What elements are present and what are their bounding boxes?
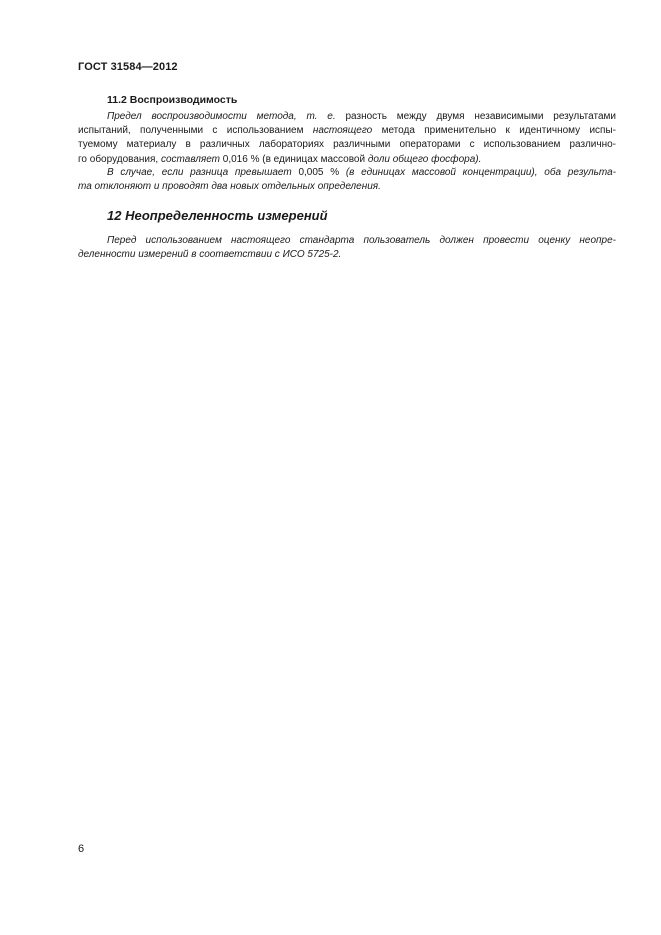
uncertainty-paragraph [78,234,616,262]
subsection-title: 11.2 Воспроизводимость [107,94,238,106]
text-line [78,110,616,124]
text-span: Предел воспроизводимости метода, т. е. [107,111,336,122]
text-line [78,166,616,180]
text-span: В случае, если разница превышает [107,167,292,178]
text-span: настоящего [312,125,373,137]
text-line: деленности измерений в соответствии с ИСО 5725-2. [78,249,342,261]
text-span: го оборудования, [78,153,161,165]
text-line: туемому материалу в различных лабораториях различными операторами с использованием различно- [78,139,616,151]
text-span: 0,016 % (в единицах массовой [219,153,368,165]
text-line: та отклоняют и проводят два новых отдельных определения. [78,181,381,193]
text-span: составляет [160,153,220,165]
text-span: (в единицах массовой концентрации), оба результа- [345,167,616,178]
document-header: ГОСТ 31584—2012 [78,61,178,73]
text-span: 0,005 % [291,167,346,178]
text-span: доли общего фосфора). [367,153,482,165]
text-line: Перед использованием настоящего стандарта пользователь должен провести оценку неопре- [107,235,616,246]
text-line [78,153,616,167]
text-span: метода применительно к идентичному испы- [372,125,616,137]
text-span: разность между двумя независимыми результатами [335,111,616,122]
reproducibility-paragraph [78,110,616,167]
text-span: испытаний, полученными с использованием [78,125,313,137]
section-title: 12 Неопределенность измерений [107,208,328,223]
rejection-paragraph [78,166,616,194]
page-number: 6 [78,843,85,855]
text-line [78,124,616,138]
